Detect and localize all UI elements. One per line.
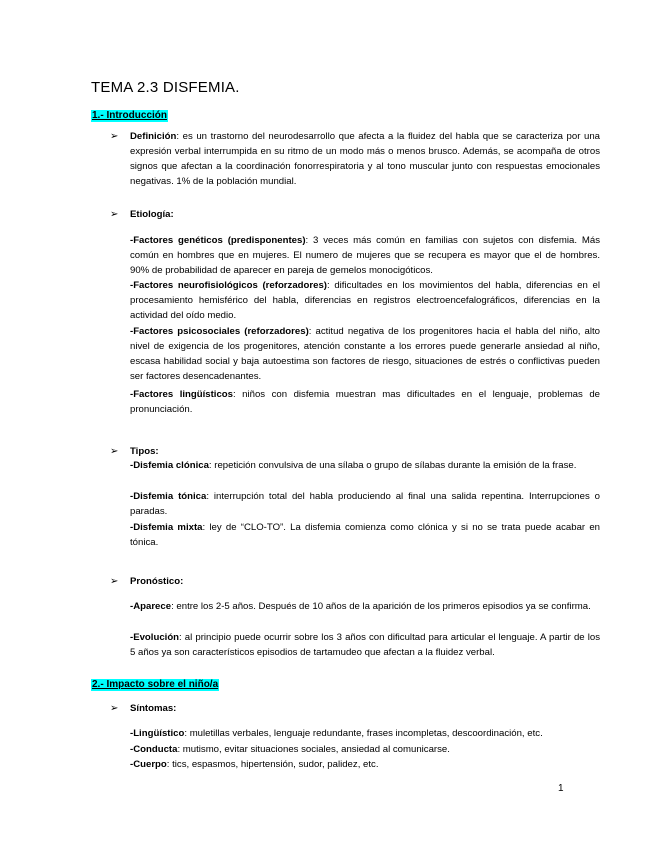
arrow-bullet-icon: ➢ xyxy=(110,703,119,714)
disfemia-mixta-text: : ley de “CLO-TO”. La disfemia comienza como clónica y si no se trata puede acabar en tónica. xyxy=(130,522,600,548)
disfemia-mixta-paragraph xyxy=(130,520,600,550)
sintoma-linguistico-text: : muletillas verbales, lenguaje redundante, frases incompletas, descoordinación, etc. xyxy=(184,728,543,739)
factores-psicosociales-paragraph xyxy=(130,324,600,384)
etiologia-heading: Etiología: xyxy=(130,209,174,220)
sintoma-linguistico-paragraph xyxy=(130,726,600,741)
definicion-paragraph xyxy=(130,129,600,189)
factores-linguisticos-label: -Factores lingüísticos xyxy=(130,389,233,400)
arrow-bullet-icon: ➢ xyxy=(110,131,119,142)
factores-linguisticos-text: : niños con disfemia muestran mas dificultades en el lenguaje, problemas de pronunciación. xyxy=(130,389,600,415)
disfemia-clonica-paragraph xyxy=(130,458,600,473)
sintoma-conducta-text: : mutismo, evitar situaciones sociales, ansiedad al comunicarse. xyxy=(177,744,450,755)
aparece-paragraph xyxy=(130,599,600,614)
sintomas-heading: Síntomas: xyxy=(130,703,177,714)
factores-geneticos-text: : 3 veces más común en familias con sujetos con disfemia. Más común en hombres que en mujeres. El numero de mujeres que se recupera es mayor que el de hombres. 90% de probabilidad de aparecer en pareja de gemelos monocigóticos. xyxy=(130,235,600,276)
disfemia-clonica-label: -Disfemia clónica xyxy=(130,460,209,471)
disfemia-tonica-paragraph xyxy=(130,489,600,519)
factores-psicosociales-label: -Factores psicosociales (reforzadores) xyxy=(130,326,309,337)
arrow-bullet-icon: ➢ xyxy=(110,209,119,220)
section-heading-impacto: 2.- Impacto sobre el niño/a xyxy=(92,679,219,690)
factores-neurofisiologicos-label: -Factores neurofisiológicos (reforzadores) xyxy=(130,280,327,291)
page-number: 1 xyxy=(558,783,564,794)
sintoma-cuerpo-text: : tics, espasmos, hipertensión, sudor, palidez, etc. xyxy=(166,759,379,770)
disfemia-clonica-text: : repetición convulsiva de una sílaba o grupo de sílabas durante la emisión de la frase. xyxy=(208,460,577,471)
arrow-bullet-icon: ➢ xyxy=(110,446,119,457)
aparece-label: -Aparece xyxy=(130,601,172,612)
evolucion-paragraph xyxy=(130,630,600,660)
section-heading-introduccion: 1.- Introducción xyxy=(92,110,167,121)
disfemia-tonica-text: : interrupción total del habla produciendo al final una salida repentina. Interrupciones o paradas. xyxy=(130,491,601,517)
definicion-text: : es un trastorno del neurodesarrollo que afecta a la fluidez del habla que se caracteriza por una expresión verbal interrumpida en su ritmo de un modo más o menos brusco. Además, se acompaña de otros signos que afectan a la coordinación fonorrespiratoria y al tono muscular junto con respuestas emocionales negativas. 1% de la población mundial. xyxy=(130,131,600,187)
sintoma-cuerpo-paragraph xyxy=(130,757,600,772)
definicion-label: Definición xyxy=(130,131,177,142)
sintoma-linguistico-label: -Lingüístico xyxy=(130,728,185,739)
factores-geneticos-label: -Factores genéticos (predisponentes) xyxy=(130,235,306,246)
sintoma-conducta-paragraph xyxy=(130,742,600,757)
factores-neurofisiologicos-text: : dificultades en los movimientos del habla, diferencias en el procesamiento hemisférico del habla, diferencias en registros electroencefalográficos, diferencias en la actividad del oído medio. xyxy=(130,280,600,321)
arrow-bullet-icon: ➢ xyxy=(110,576,119,587)
pronostico-heading: Pronóstico: xyxy=(130,576,184,587)
aparece-text: : entre los 2-5 años. Después de 10 años de la aparición de los primeros episodios ya se confirma. xyxy=(171,601,591,612)
disfemia-tonica-label: -Disfemia tónica xyxy=(130,491,207,502)
factores-geneticos-paragraph xyxy=(130,233,600,278)
factores-linguisticos-paragraph xyxy=(130,387,600,417)
evolucion-text: : al principio puede ocurrir sobre los 3 años con dificultad para articular el lenguaje. A partir de los 5 años ya son característicos episodios de tartamudeo que afectan a la fluidez verbal. xyxy=(130,632,600,658)
evolucion-label: -Evolución xyxy=(130,632,180,643)
disfemia-mixta-label: -Disfemia mixta xyxy=(130,522,203,533)
document-title: TEMA 2.3 DISFEMIA. xyxy=(91,79,240,96)
factores-neurofisiologicos-paragraph xyxy=(130,278,600,323)
sintoma-cuerpo-label: -Cuerpo xyxy=(130,759,167,770)
tipos-heading: Tipos: xyxy=(130,446,159,457)
sintoma-conducta-label: -Conducta xyxy=(130,744,178,755)
factores-psicosociales-text: : actitud negativa de los progenitores hacia el habla del niño, alto nivel de exigencia de los progenitores, atención constante a los errores puede generarle ansiedad al niño, escasa habilidad social y baja autoestima son factores de riesgo, situaciones de estrés o conflictivas pueden ser factores desencadenantes. xyxy=(130,326,600,382)
